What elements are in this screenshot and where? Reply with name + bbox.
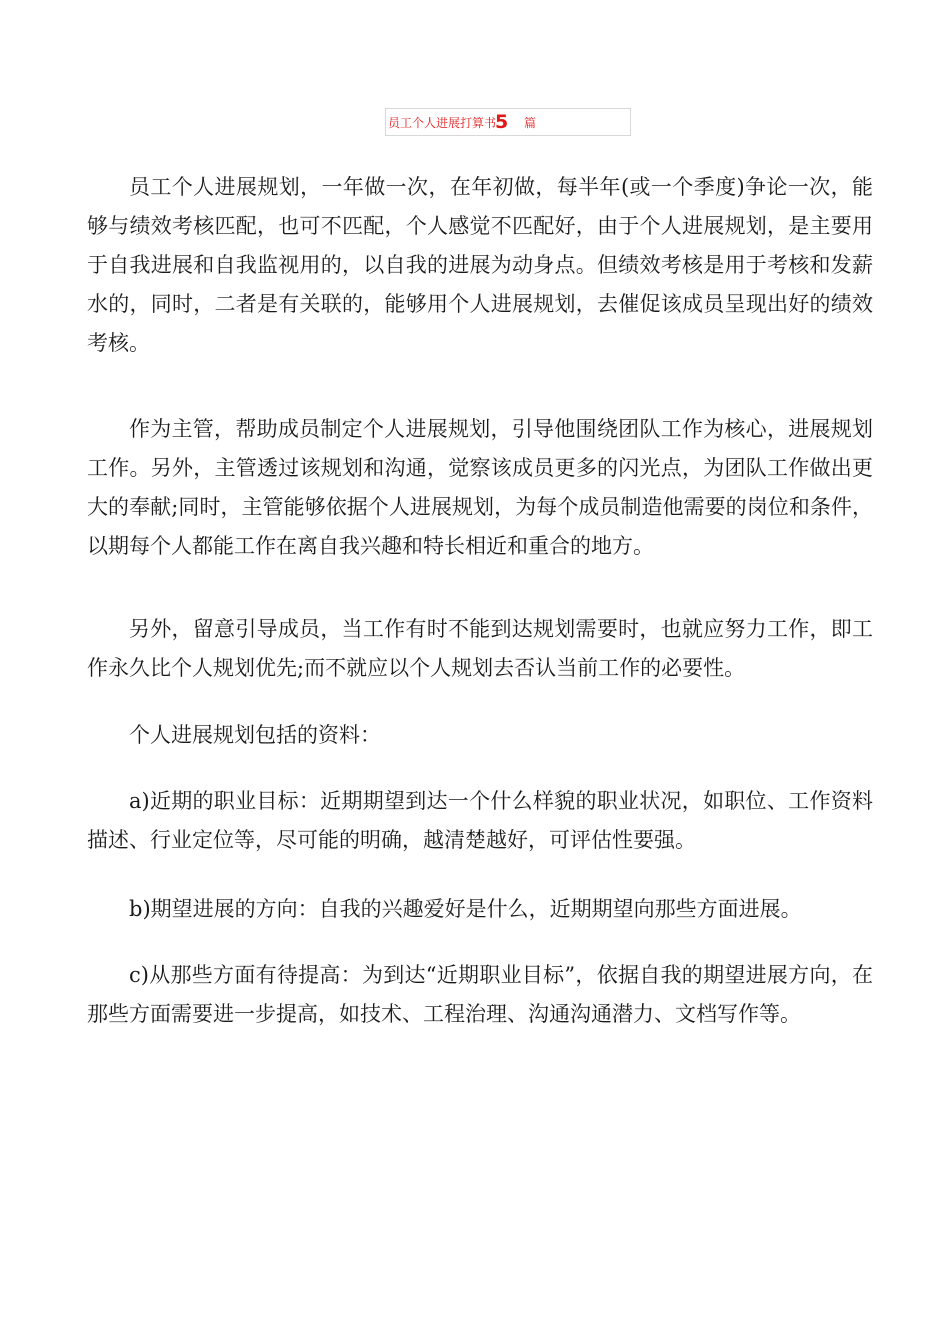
paragraph-6: b)期望进展的方向：自我的兴趣爱好是什么，近期期望向那些方面进展。 [129, 897, 802, 921]
paragraph-3: 另外，留意引导成员，当工作有时不能到达规划需要时，也就应努力工作，即工作永久比个人规划优先;而不就应以个人规划去否认当前工作的必要性。 [87, 617, 873, 680]
document-title-number: 5 [495, 111, 509, 133]
document-title-suffix: 篇 [524, 116, 537, 130]
document-title-box [385, 108, 631, 136]
paragraph-4: 个人进展规划包括的资料： [129, 723, 381, 747]
paragraph-7: c)从那些方面有待提高：为到达“近期职业目标”，依据自我的期望进展方向，在那些方面需要进一步提高，如技术、工程治理、沟通沟通潜力、文档写作等。 [87, 963, 873, 1026]
paragraph-5: a)近期的职业目标：近期期望到达一个什么样貌的职业状况，如职位、工作资料描述、行业定位等，尽可能的明确，越清楚越好，可评估性要强。 [87, 789, 873, 852]
paragraph-1: 员工个人进展规划，一年做一次，在年初做，每半年(或一个季度)争论一次，能够与绩效考核匹配，也可不匹配，个人感觉不匹配好，由于个人进展规划，是主要用于自我进展和自我监视用的，以自我的进展为动身点。但绩效考核是用于考核和发薪水的，同时，二者是有关联的，能够用个人进展规划，去催促该成员呈现出好的绩效考核。 [87, 175, 873, 355]
paragraph-2: 作为主管，帮助成员制定个人进展规划，引导他围绕团队工作为核心，进展规划工作。另外，主管透过该规划和沟通，觉察该成员更多的闪光点，为团队工作做出更大的奉献;同时，主管能够依据个人进展规划，为每个成员制造他需要的岗位和条件，以期每个人都能工作在离自我兴趣和特长相近和重合的地方。 [87, 417, 873, 558]
document-title: 员工个人进展打算书 [388, 116, 497, 130]
